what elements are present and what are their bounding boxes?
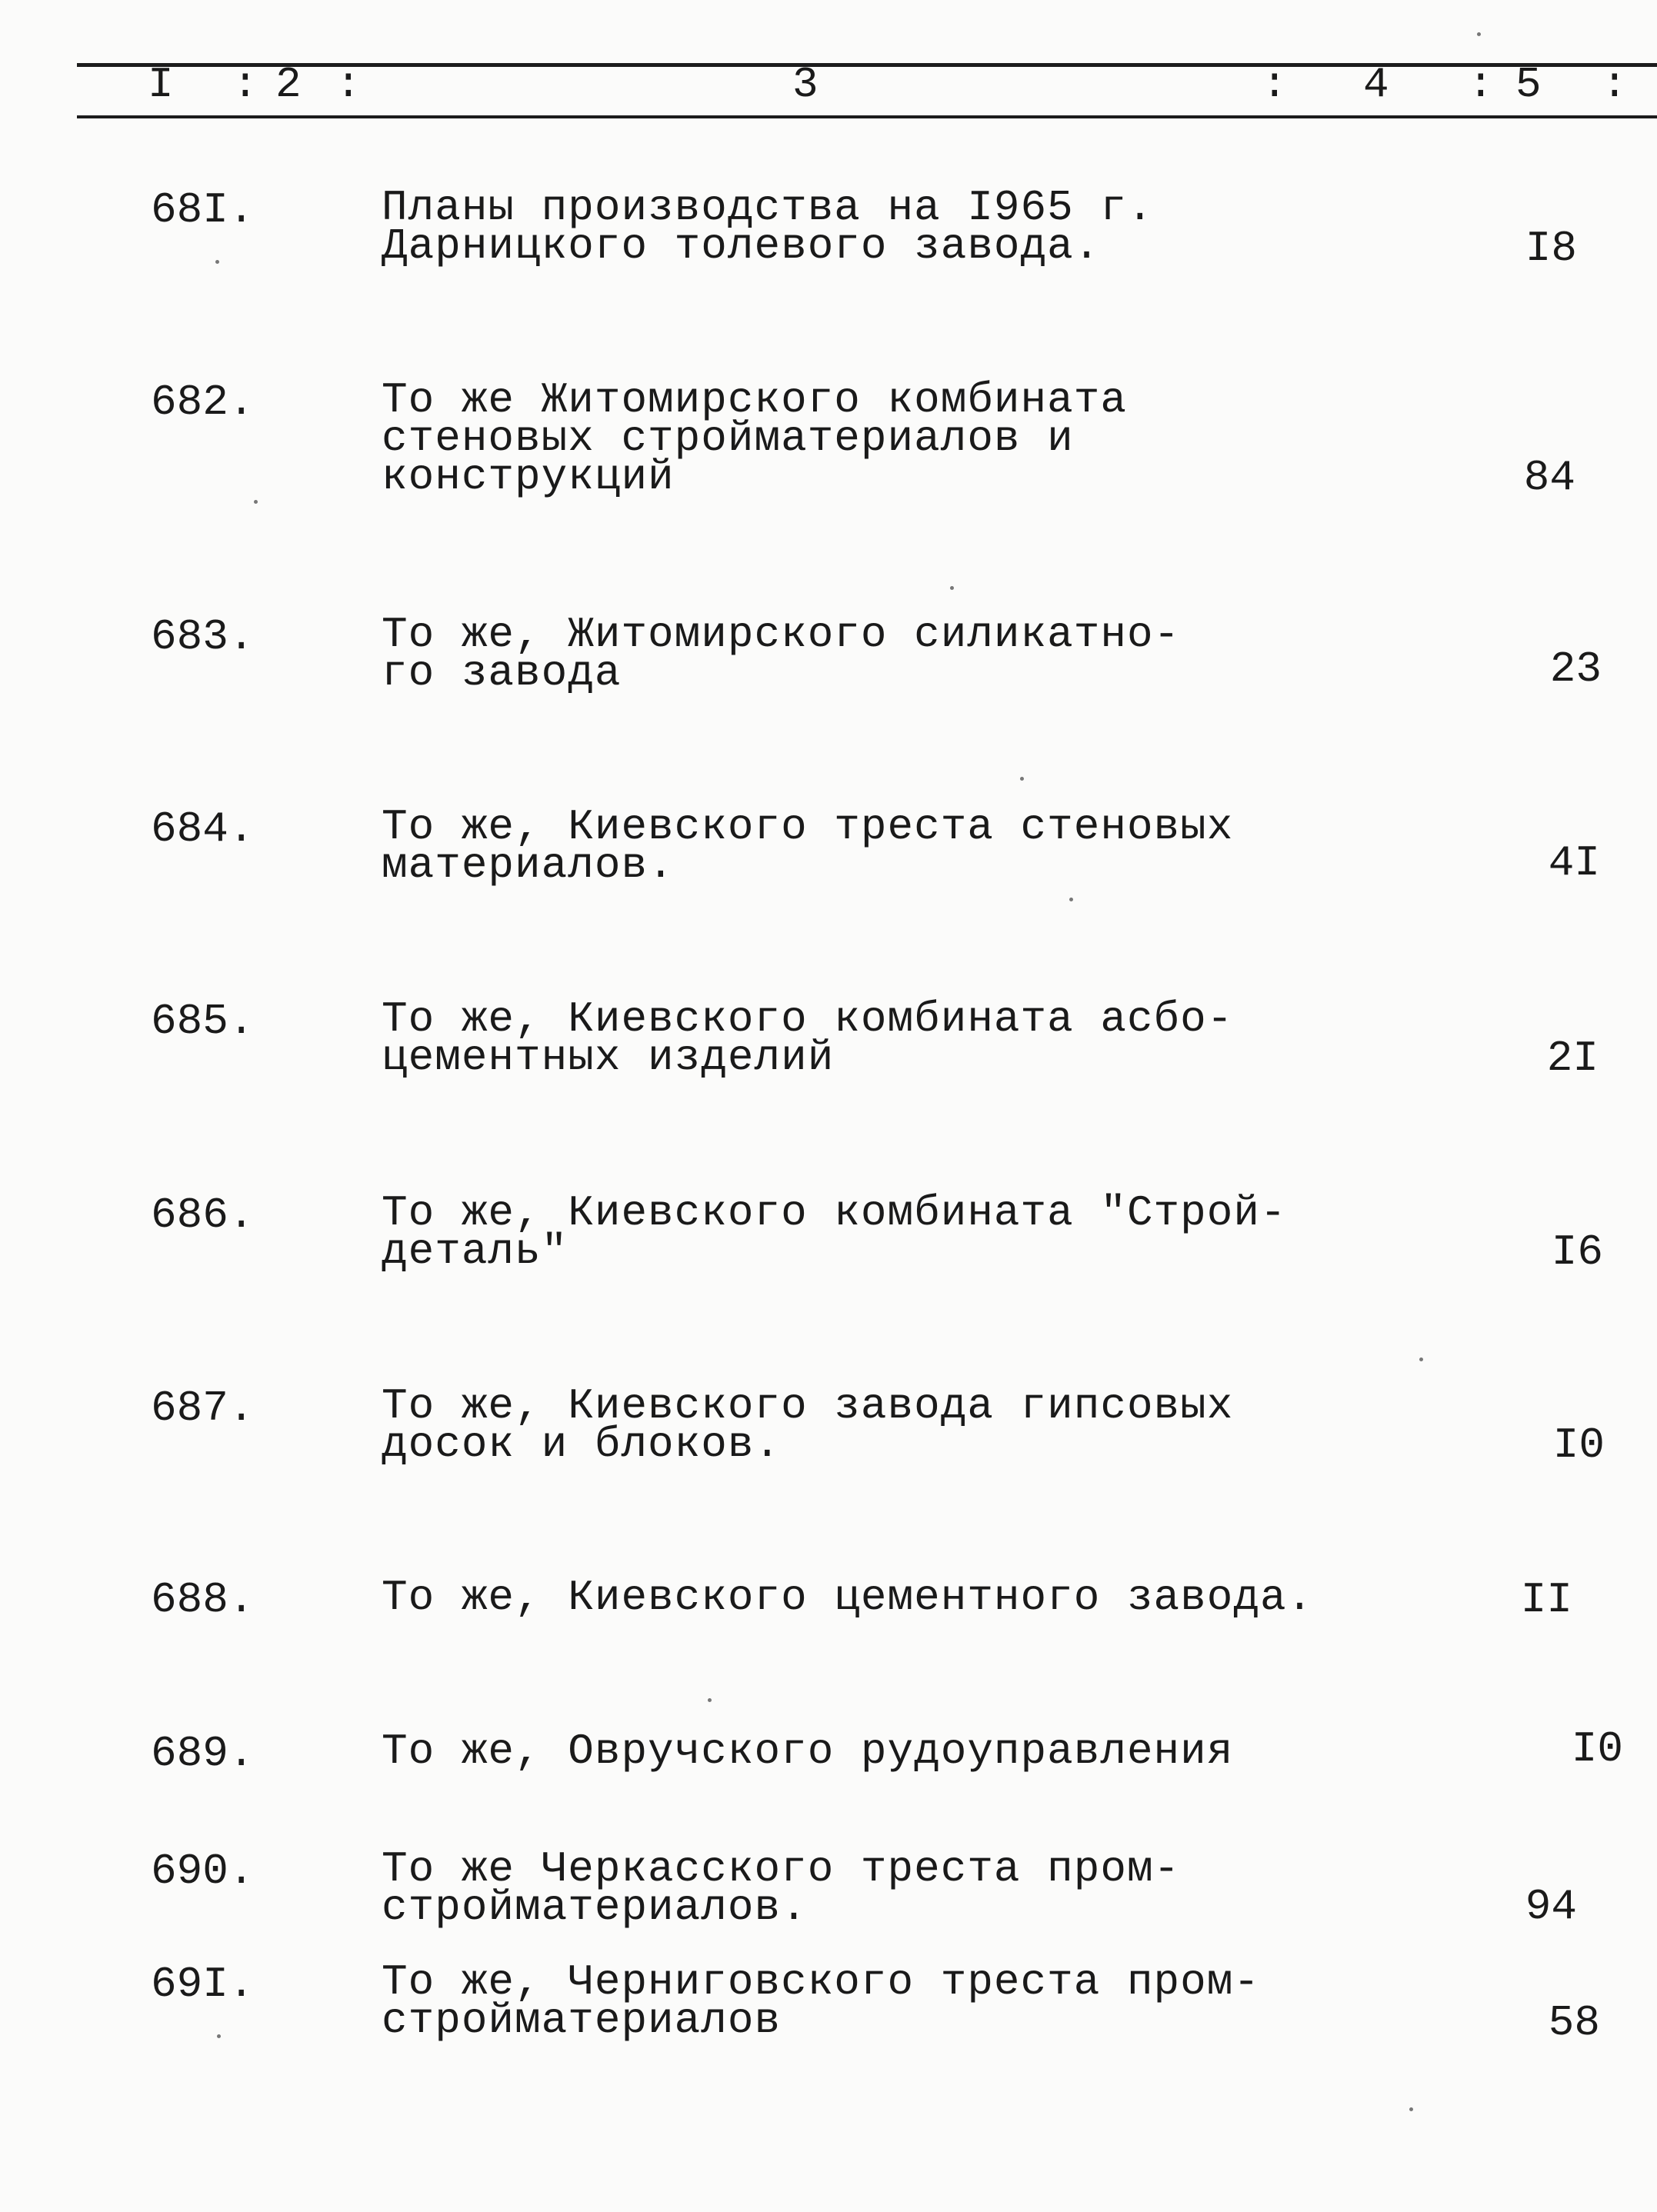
entry-title-line: То же, Киевского завода гипсовых	[382, 1381, 1234, 1431]
entry-number: 685.	[151, 997, 255, 1046]
scan-speck	[1419, 1358, 1423, 1361]
scan-speck	[1020, 777, 1024, 781]
entry-number: 69I.	[151, 1960, 255, 2009]
entry-title	[382, 802, 1382, 890]
entry-title-line: стройматериалов.	[382, 1883, 808, 1932]
entry-title	[382, 1381, 1382, 1469]
scan-speck	[1409, 2107, 1413, 2111]
entry-title-line: го завода	[382, 648, 622, 698]
entry-title-line: стройматериалов	[382, 1996, 782, 2045]
scan-speck	[1069, 898, 1073, 901]
entry-sheet-count: 4I	[1548, 838, 1600, 888]
scan-speck	[215, 260, 219, 264]
entry-sheet-count: 23	[1549, 645, 1602, 694]
entry-sheet-count: 84	[1523, 453, 1575, 502]
entry-title-line: То же, Киевского комбината "Строй-	[382, 1188, 1287, 1238]
entry-title	[382, 1573, 1382, 1622]
entry-title	[382, 375, 1382, 501]
column-header-5: 5	[1515, 60, 1542, 109]
entry-sheet-count: 2I	[1546, 1034, 1599, 1083]
entry-title-line: Дарницкого толевого завода.	[382, 222, 1101, 271]
scan-speck	[254, 500, 258, 504]
entry-title	[382, 1957, 1382, 2045]
entry-number: 688.	[151, 1575, 255, 1624]
entry-number: 689.	[151, 1729, 255, 1778]
entry-number: 690.	[151, 1847, 255, 1896]
entry-title	[382, 610, 1382, 698]
entry-title-line: досок и блоков.	[382, 1420, 782, 1469]
entry-title-line: То же, Киевского треста стеновых	[382, 802, 1234, 851]
scan-speck	[217, 2034, 221, 2038]
entry-number: 683.	[151, 612, 255, 661]
column-header-2: 2	[275, 60, 302, 109]
entry-number: 68I.	[151, 185, 255, 235]
scan-speck	[1477, 32, 1481, 36]
entry-sheet-count: 58	[1548, 1998, 1600, 2047]
entry-title-line: конструкций	[382, 452, 675, 501]
entry-title	[382, 994, 1382, 1082]
entry-title-line: То же, Киевского цементного завода.	[382, 1573, 1314, 1622]
entry-title-line: То же, Черниговского треста пром-	[382, 1957, 1260, 2007]
entry-sheet-count: II	[1520, 1575, 1572, 1624]
entry-sheet-count: I0	[1571, 1724, 1623, 1774]
entry-sheet-count: 94	[1525, 1882, 1577, 1931]
entry-title-line: То же Черкасского треста пром-	[382, 1844, 1181, 1894]
entry-sheet-count: I8	[1525, 224, 1577, 273]
entry-title-line: То же Житомирского комбината	[382, 375, 1127, 425]
column-header-1: I	[148, 60, 174, 109]
entry-title-line: То же, Житомирского силикатно-	[382, 610, 1181, 659]
entry-title	[382, 183, 1382, 271]
entry-number: 687.	[151, 1384, 255, 1433]
entry-sheet-count: I6	[1551, 1228, 1603, 1277]
entry-title	[382, 1727, 1382, 1776]
entry-number: 686.	[151, 1191, 255, 1240]
entry-title-line: То же, Киевского комбината асбо-	[382, 994, 1234, 1044]
entry-title	[382, 1844, 1382, 1932]
scan-speck	[950, 586, 954, 590]
entry-title	[382, 1188, 1382, 1276]
entry-title-line: деталь"	[382, 1227, 568, 1276]
column-separator: :	[1262, 60, 1288, 109]
column-header-3: 3	[792, 60, 818, 109]
entry-title-line: Планы производства на I965 г.	[382, 183, 1154, 232]
entry-title-line: материалов.	[382, 841, 675, 890]
scan-speck	[708, 1698, 712, 1702]
entry-title-line: То же, Овручского рудоуправления	[382, 1727, 1234, 1776]
entry-title-line: цементных изделий	[382, 1033, 835, 1082]
column-separator: :	[335, 60, 362, 109]
header-rule-bottom	[77, 115, 1657, 118]
entry-number: 684.	[151, 805, 255, 854]
entry-title-line: стеновых стройматериалов и	[382, 414, 1074, 463]
column-header-4: 4	[1363, 60, 1389, 109]
entry-sheet-count: I0	[1552, 1421, 1605, 1470]
column-separator: :	[1468, 60, 1494, 109]
column-separator: :	[1602, 60, 1628, 109]
column-separator: :	[232, 60, 258, 109]
header-rule-top	[77, 63, 1657, 67]
entry-number: 682.	[151, 378, 255, 427]
